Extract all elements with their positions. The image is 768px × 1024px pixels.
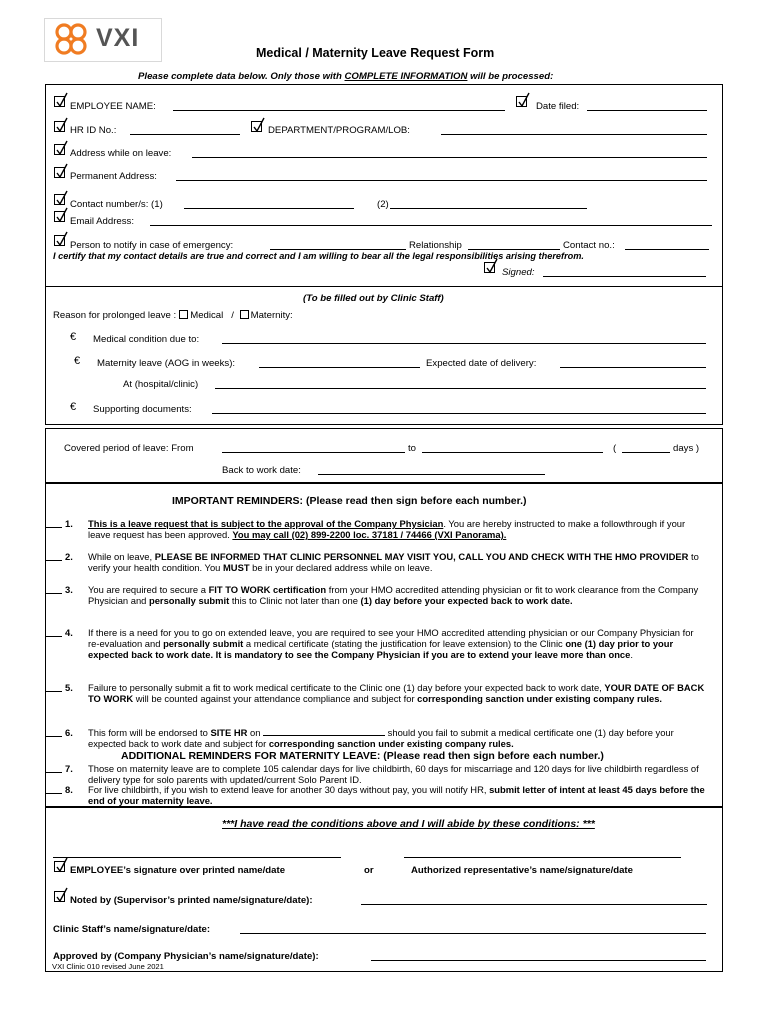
instruction-part-a: Please complete data below. Only those with [138,71,345,82]
reminder-8-a: For live childbirth, if you wish to extend leave for another 30 days without pay, you will notify HR, [88,784,490,795]
sign-line-1[interactable] [46,527,62,528]
authorized-representative-label: Authorized representative’s name/signature/date [411,865,633,876]
reminder-6-d: should you fail to submit a medical certificate one (1) day before your expected back to work date and subject for [88,727,674,749]
form-title: Medical / Maternity Leave Request Form [256,46,495,60]
back-to-work-field[interactable] [318,474,545,475]
permanent-address-label: Permanent Address: [70,171,157,182]
reminder-6-a: This form will be endorsed to [88,727,211,738]
reminder-4 [88,627,706,660]
covered-from-field[interactable] [222,452,405,453]
employee-signature-label: EMPLOYEE’s signature over printed name/date [70,865,286,876]
noted-by-checkbox[interactable] [54,891,65,902]
employee-name-checkbox[interactable] [54,96,65,107]
check-icon [55,190,69,206]
instruction-part-c: will be processed: [467,71,554,82]
reminder-8-b: submit letter of intent at least 45 days before the end of your maternity leave. [88,784,705,806]
employee-signature-field[interactable] [53,857,341,858]
maternity-leave-field[interactable] [259,367,420,368]
medical-checkbox[interactable] [179,310,188,319]
covered-to-field[interactable] [422,452,603,453]
approved-by-field[interactable] [371,960,706,961]
reminder-1 [88,518,706,540]
medical-condition-label: Medical condition due to: [93,334,200,345]
covered-from-label: Covered period of leave: From [64,443,194,454]
hospital-field[interactable] [215,388,706,389]
check-icon [517,92,531,108]
sign-line-3[interactable] [46,593,62,594]
noted-by-label: Noted by (Supervisor’s printed name/signature/date): [70,895,313,906]
contact-numbers-checkbox[interactable] [54,194,65,205]
department-label: DEPARTMENT/PROGRAM/LOB: [268,125,410,136]
hr-id-field[interactable] [130,134,240,135]
reminder-3-c: from your HMO accredited attending physician or fit to work clearance from the Company Physician and [88,584,699,606]
reminder-3-f: (1) day before your expected back to work date. [360,595,573,606]
reminder-number-3: 3. [65,584,73,595]
reminder-2-e: be in your declared address while on leave. [249,562,433,573]
emergency-person-label: Person to notify in case of emergency: [70,240,234,251]
reminder-5-d: corresponding sanction under existing company rules. [417,693,663,704]
clinic-staff-title: (To be filled out by Clinic Staff) [303,293,444,304]
reminder-3-e: this to Clinic not later than one [229,595,361,606]
email-field[interactable] [150,225,712,226]
reminder-4-a: If there is a need for you to go on extended leave, you are required to see your HMO accredited attending physician or our Company Physician for re-evaluation and [88,627,694,649]
reminder-5-b: YOUR DATE OF BACK TO WORK [88,682,705,704]
reminder-1-c: You may call (02) 899-2200 loc. 37181 / 74466 (VXI Panorama). [232,529,507,540]
reminder-6-c: on [247,727,264,738]
emergency-checkbox[interactable] [54,235,65,246]
vxi-knot-icon [52,22,92,56]
reminder-2 [88,551,706,573]
reminder-number-7: 7. [65,763,73,774]
expected-delivery-label: Expected date of delivery: [426,358,537,369]
maternity-label: Maternity: [250,310,293,321]
hr-id-label: HR ID No.: [70,125,117,136]
reminder-6-e: corresponding sanction under existing company rules. [268,738,514,749]
reminder-number-4: 4. [65,627,73,638]
address-leave-checkbox[interactable] [54,144,65,155]
check-icon [55,92,69,108]
check-icon [252,117,266,133]
reminder-4-c: a medical certificate (stating the justification for leave extension) to the Clinic [243,638,566,649]
noted-by-field[interactable] [361,904,707,905]
hospital-label: At (hospital/clinic) [123,379,199,390]
permanent-address-field[interactable] [176,180,707,181]
reminder-3-d: personally submit [148,595,230,606]
reminder-5-c: will be counted against your attendance compliance and subject for [133,693,418,704]
contact-no-label: Contact no.: [563,240,615,251]
reason-row [53,310,293,321]
clinic-staff-signature-label: Clinic Staff’s name/signature/date: [53,924,211,935]
back-to-work-label: Back to work date: [222,465,301,476]
signed-label: Signed: [502,267,535,278]
check-icon [55,117,69,133]
reminder-number-2: 2. [65,551,73,562]
reminder-1-b: . You are hereby instructed to make a followthrough if your leave request has been approved. [88,518,686,540]
reminders-title: IMPORTANT REMINDERS: (Please read then sign before each number.) [172,495,527,507]
euro-bullet-icon: € [74,355,81,367]
medical-label: Medical [190,310,224,321]
email-label: Email Address: [70,216,134,227]
days-open-paren: ( [613,443,617,454]
sign-line-6[interactable] [46,736,62,737]
sign-line-5[interactable] [46,691,62,692]
reminder-4-e: . [630,649,633,660]
reminder-5 [88,682,706,704]
reminder-2-a: While on leave, [88,551,155,562]
date-filed-label: Date filed: [536,101,580,112]
reminder-6-b: SITE HR [210,727,248,738]
contact-2-label: (2) [377,199,389,210]
permanent-address-checkbox[interactable] [54,167,65,178]
logo-text: VXI [96,24,140,52]
days-field[interactable] [622,452,670,453]
maternity-checkbox[interactable] [240,310,249,319]
section-signatures [45,807,723,972]
relationship-field[interactable] [468,249,560,250]
hr-id-checkbox[interactable] [54,121,65,132]
emergency-person-field[interactable] [270,249,406,250]
reminder-4-d: one (1) day prior to your expected back to work date. It is mandatory to see the Company Physician if you are to extend your leave more than once [88,638,674,660]
contact-1-field[interactable] [184,208,354,209]
signed-checkbox[interactable] [484,262,495,273]
reminder-number-1: 1. [65,518,73,529]
date-filed-field[interactable] [587,110,707,111]
contact-no-field[interactable] [625,249,709,250]
check-icon [55,163,69,179]
reminder-6 [88,727,706,749]
form-footer: VXI Clinic 010 revised June 2021 [52,962,164,971]
department-checkbox[interactable] [251,121,262,132]
additional-reminders-title: ADDITIONAL REMINDERS FOR MATERNITY LEAVE: (Please read then sign before each number.) [121,750,604,762]
check-icon [485,258,499,274]
days-label: days ) [673,443,700,454]
reason-separator: / [231,310,234,321]
check-icon [55,887,69,903]
reminder-1-a: This is a leave request that is subject to the approval of the Company Physician [88,518,444,529]
relationship-label: Relationship [409,240,462,251]
logo [52,22,92,61]
reminder-5-a: Failure to personally submit a fit to work medical certificate to the Clinic one (1) day before your expected back to work date, [88,682,605,693]
check-icon [55,231,69,247]
reminder-2-c: to verify your health condition. You [88,551,699,573]
certify-statement: I certify that my contact details are true and correct and I am willing to bear all the legal responsibilities arising therefrom. [53,251,584,261]
sign-line-7[interactable] [46,772,62,773]
reminder-3-b: FIT TO WORK certification [208,584,327,595]
employee-name-field[interactable] [173,110,505,111]
employee-name-label: EMPLOYEE NAME: [70,101,156,112]
contact-numbers-label: Contact number/s: (1) [70,199,163,210]
sign-line-2[interactable] [46,560,62,561]
reason-label: Reason for prolonged leave : [53,310,177,321]
employee-signature-checkbox[interactable] [54,861,65,872]
sign-line-8[interactable] [46,793,62,794]
sign-line-4[interactable] [46,636,62,637]
reminder-3-a: You are required to secure a [88,584,209,595]
address-leave-field[interactable] [192,157,707,158]
signed-field[interactable] [543,276,706,277]
email-checkbox[interactable] [54,211,65,222]
department-field[interactable] [441,134,707,135]
medical-condition-field[interactable] [222,343,706,344]
euro-bullet-icon: € [70,331,77,343]
reminder-3 [88,584,706,606]
clinic-staff-signature-field[interactable] [240,933,706,934]
check-icon [55,140,69,156]
reminder-2-b: PLEASE BE INFORMED THAT CLINIC PERSONNEL MAY VISIT YOU, CALL YOU AND CHECK WITH THE HMO PROVIDER [154,551,689,562]
check-icon [55,207,69,223]
maternity-leave-label: Maternity leave (AOG in weeks): [97,358,236,369]
instruction-part-b: COMPLETE INFORMATION [344,71,468,82]
or-label: or [364,865,374,876]
covered-to-label: to [408,443,417,454]
euro-bullet-icon: € [70,401,77,413]
approved-by-label: Approved by (Company Physician’s name/signature/date): [53,951,319,962]
authorized-signature-field[interactable] [404,857,681,858]
form-instruction [138,71,553,82]
reminder-7: Those on maternity leave are to complete 105 calendar days for live childbirth, 60 days for miscarriage and 120 days for live childbirth regardless of delivery type for solo parents with updated/current Solo Parent ID. [88,763,699,785]
reminder-4-b: personally submit [163,638,244,649]
address-leave-label: Address while on leave: [70,148,172,159]
abide-statement: ***I have read the conditions above and I will abide by these conditions: *** [222,818,595,830]
check-icon [55,857,69,873]
reminder-2-d: MUST [222,562,250,573]
reminder-8 [88,784,706,806]
supporting-docs-label: Supporting documents: [93,404,192,415]
supporting-docs-field[interactable] [212,413,706,414]
site-hr-date-field[interactable] [263,727,385,736]
contact-2-field[interactable] [390,208,587,209]
expected-delivery-field[interactable] [560,367,706,368]
reminder-number-6: 6. [65,727,73,738]
reminder-number-5: 5. [65,682,73,693]
reminder-number-8: 8. [65,784,73,795]
date-filed-checkbox[interactable] [516,96,527,107]
